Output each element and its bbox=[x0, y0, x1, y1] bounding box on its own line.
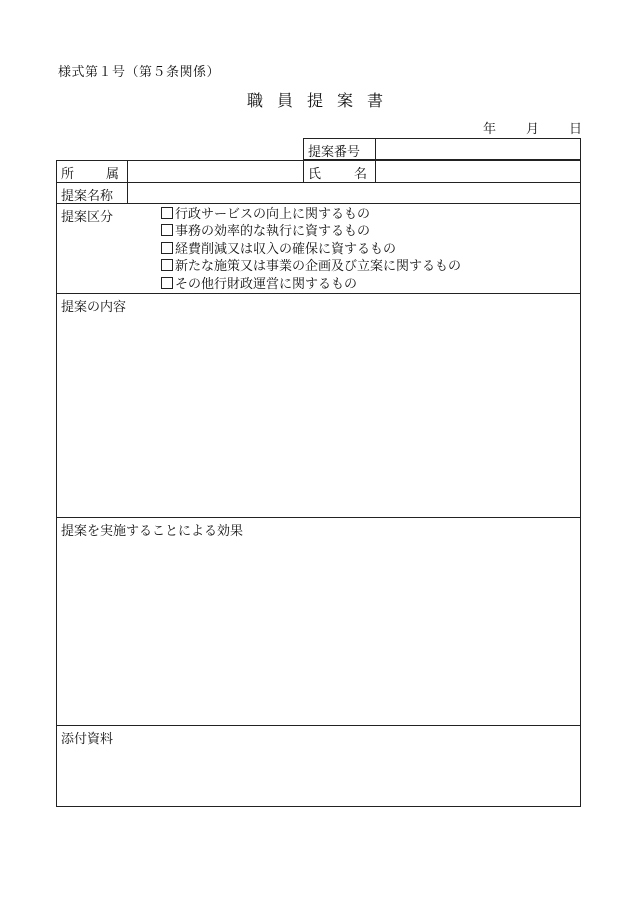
affiliation-label: 所 属 bbox=[57, 161, 128, 182]
checkbox-icon[interactable] bbox=[161, 224, 173, 236]
proposal-number-field[interactable] bbox=[376, 139, 580, 159]
date-day[interactable]: 日 bbox=[568, 122, 582, 137]
content-section[interactable] bbox=[57, 294, 580, 518]
proposal-title-field[interactable] bbox=[128, 183, 580, 203]
name-label: 氏 名 bbox=[304, 161, 376, 182]
attachments-label: 添付資料 bbox=[61, 732, 114, 747]
effect-section[interactable] bbox=[57, 518, 580, 726]
checkbox-icon[interactable] bbox=[161, 207, 173, 219]
proposal-number-label: 提案番号 bbox=[304, 139, 376, 159]
category-option-1[interactable]: 行政サービスの向上に関するもの bbox=[161, 206, 461, 223]
proposal-title-label: 提案名称 bbox=[57, 183, 128, 203]
content-label: 提案の内容 bbox=[61, 300, 127, 315]
form-number: 様式第１号（第５条関係） bbox=[58, 65, 221, 80]
date-year[interactable]: 年 bbox=[482, 122, 496, 137]
proposal-number-row bbox=[303, 138, 581, 160]
category-option-2[interactable]: 事務の効率的な執行に資するもの bbox=[161, 223, 461, 240]
effect-label: 提案を実施することによる効果 bbox=[61, 524, 244, 539]
checkbox-icon[interactable] bbox=[161, 277, 173, 289]
category-options bbox=[161, 206, 461, 293]
checkbox-icon[interactable] bbox=[161, 259, 173, 271]
proposal-form-table bbox=[56, 160, 581, 807]
category-option-3[interactable]: 経費削減又は収入の確保に資するもの bbox=[161, 241, 461, 258]
page-title: 職員提案書 bbox=[246, 91, 397, 110]
affiliation-field[interactable] bbox=[128, 161, 304, 182]
affiliation-name-row bbox=[57, 161, 580, 183]
category-row bbox=[57, 204, 580, 294]
date-month[interactable]: 月 bbox=[525, 122, 539, 137]
name-field[interactable] bbox=[376, 161, 580, 182]
checkbox-icon[interactable] bbox=[161, 242, 173, 254]
category-label: 提案区分 bbox=[61, 210, 114, 225]
category-option-5[interactable]: その他行財政運営に関するもの bbox=[161, 276, 461, 293]
proposal-title-row bbox=[57, 183, 580, 204]
date-line bbox=[483, 118, 582, 137]
attachments-section[interactable] bbox=[57, 726, 580, 806]
category-option-4[interactable]: 新たな施策又は事業の企画及び立案に関するもの bbox=[161, 258, 461, 275]
